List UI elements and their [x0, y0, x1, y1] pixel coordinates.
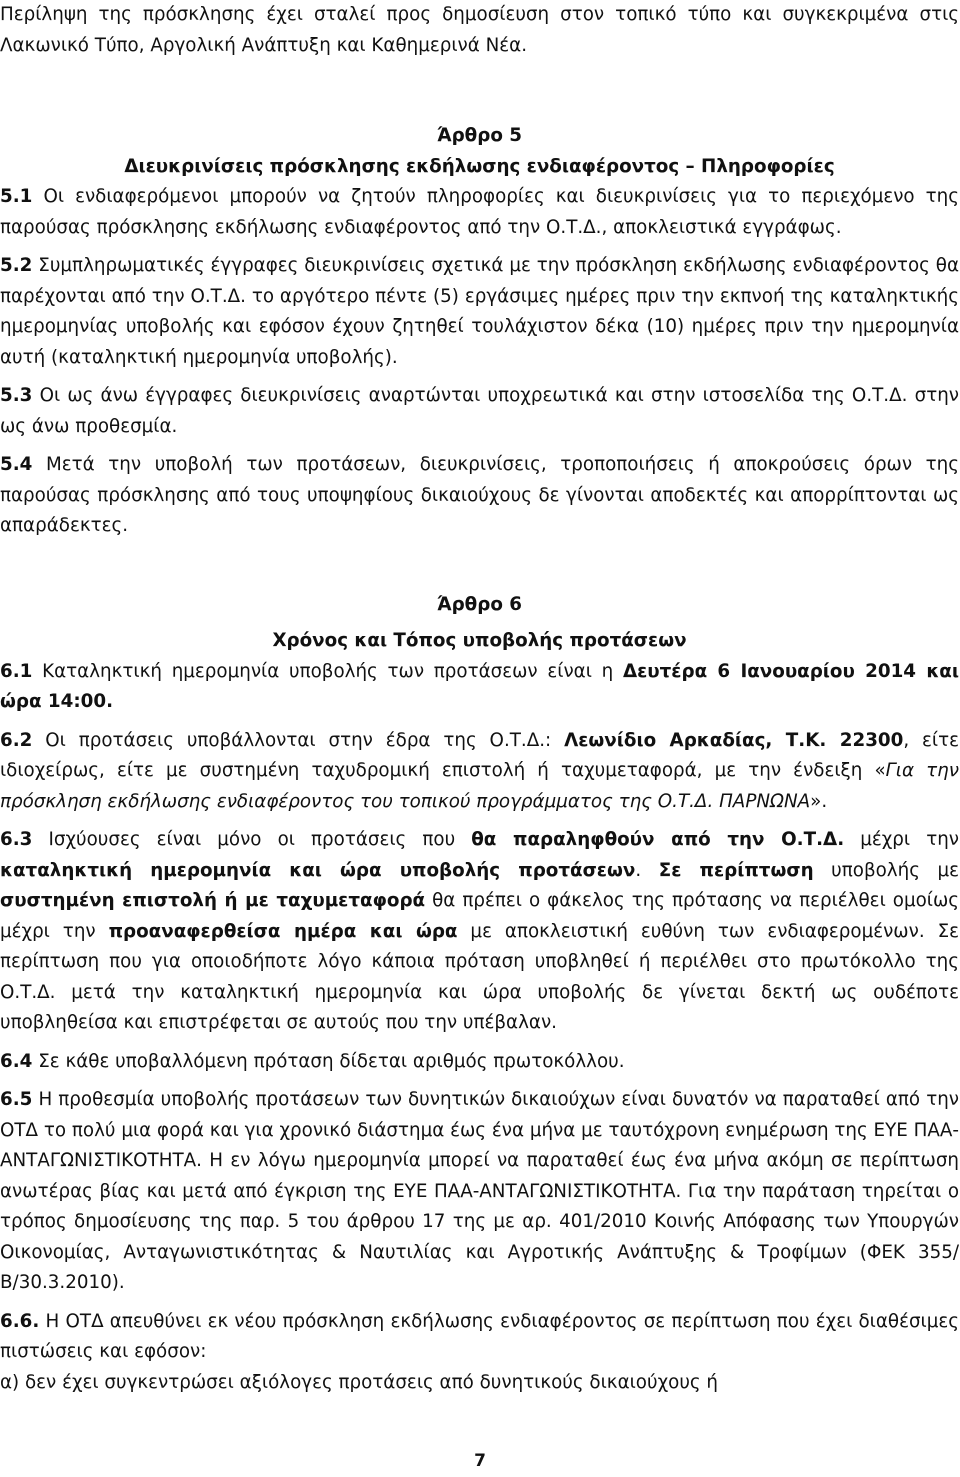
paragraph-6-2: [0, 726, 959, 818]
paragraph-number: 5.3: [0, 385, 33, 406]
paragraph-text: Καταληκτική ημερομηνία υποβολής των προτάσεων είναι η: [32, 660, 623, 682]
intro-paragraph: Περίληψη της πρόσκλησης έχει σταλεί προς δημοσίευση στον τοπικό τύπο και συγκεκριμένα στις Λακωνικό Τύπο, Αργολική Ανάπτυξη και Καθημερινά Νέα.: [0, 4, 959, 56]
paragraph-number: 6.1: [0, 660, 33, 682]
paragraph-5-2: [0, 251, 959, 373]
paragraph-5-4: [0, 450, 959, 542]
paragraph-text: Μετά την υποβολή των προτάσεων, διευκρινίσεις, τροποποιήσεις ή αποκρούσεις όρων της παρούσας πρόσκλησης από τους υποψηφίους δικαιούχους δε γίνονται αποδεκτές και απορρίπτονται ως απαράδεκτες.: [0, 454, 959, 536]
paragraph-number: 6.6.: [0, 1310, 40, 1332]
paragraph-text: μέχρι την: [844, 829, 959, 850]
deadline-date: Δευτέρα 6 Ιανουαρίου 2014 και ώρα 14:00.: [0, 660, 959, 712]
paragraph-text: θα πρέπει ο φάκελος της πρότασης να περιέλθει ομοίως μέχρι την: [0, 890, 959, 942]
paragraph-text: Ισχύουσες είναι μόνο οι προτάσεις που: [32, 829, 472, 850]
paragraph-6-4: [0, 1047, 959, 1078]
paragraph-text: Συμπληρωματικές έγγραφες διευκρινίσεις σχετικά με την πρόσκληση εκδήλωσης ενδιαφέροντος θα παρέχονται από την Ο.Τ.Δ. το αργότερο πέντε (5) εργάσιμες ημέρες πριν την εκπνοή της καταληκτικής ημερομηνίας υποβολής και εφόσον έχουν ζητηθεί τουλάχιστον δέκα (10) ημέρες πριν την ημερομηνία αυτή (καταληκτική ημερομηνία υποβολής).: [0, 255, 959, 368]
paragraph-text: Οι ενδιαφερόμενοι μπορούν να ζητούν πληροφορίες και διευκρινίσεις για το περιεχόμενο της παρούσας πρόσκλησης εκδήλωσης ενδιαφέροντος από την Ο.Τ.Δ., αποκλειστικά εγγράφως.: [0, 186, 959, 238]
emphasis-text: συστημένη επιστολή ή με ταχυμεταφορά: [0, 890, 426, 911]
paragraph-number: 6.4: [0, 1050, 33, 1072]
article-6-subtitle: Χρόνος και Τόπος υποβολής προτάσεων: [272, 630, 687, 651]
paragraph-text: ».: [810, 790, 828, 812]
paragraph-text: Οι προτάσεις υποβάλλονται στην έδρα της Ο.Τ.Δ.:: [32, 729, 565, 751]
paragraph-number: 6.3: [0, 829, 33, 850]
paragraph-number: 5.4: [0, 454, 33, 475]
paragraph-number: 5.1: [0, 186, 33, 207]
submission-address: Λεωνίδιο Αρκαδίας, Τ.Κ. 22300: [564, 729, 904, 751]
paragraph-text: Η ΟΤΔ απευθύνει εκ νέου πρόσκληση εκδήλωσης ενδιαφέροντος σε περίπτωση που έχει διαθέσιμες πιστώσεις και εφόσον:: [0, 1310, 959, 1362]
envelope-label: Για την πρόσκληση εκδήλωσης ενδιαφέροντος του τοπικού προγράμματος της Ο.Τ.Δ. ΠΑΡΝΩΝΑ: [0, 760, 959, 812]
paragraph-number: 6.5: [0, 1089, 33, 1110]
emphasis-text: Σε περίπτωση: [658, 859, 814, 881]
paragraph-6-6: [0, 1307, 959, 1368]
paragraph-text: , είτε ιδιοχείρως, είτε με συστημένη ταχυδρομική επιστολή ή ταχυμεταφορά, με την ένδειξη «: [0, 729, 960, 781]
paragraph-text: Η προθεσμία υποβολής προτάσεων των δυνητικών δικαιούχων είναι δυνατόν να παραταθεί από την ΟΤΔ το πολύ μια φορά και για χρονικό διάστημα έως ένα μήνα με ταυτόχρονη ενημέρωση της ΕΥΕ ΠΑΑ-ΑΝΤΑΓΩΝΙΣΤΙΚΟΤΗΤΑ. Η εν λόγω ημερομηνία μπορεί να παραταθεί έως ένα μήνα ακόμη σε περίπτωση ανωτέρας βίας και μετά από έγκριση της ΕΥΕ ΠΑΑ-ΑΝΤΑΓΩΝΙΣΤΙΚΟΤΗΤΑ. Για την παράταση τηρείται ο τρόπος δημοσίευσης της παρ. 5 του άρθρου 17 της με αρ. 401/2010 Κοινής Απόφασης των Υπουργών Οικονομίας, Ανταγωνιστικότητας & Ναυτιλίας και Αγροτικής Ανάπτυξης & Τροφίμων (ΦΕΚ 355/Β/30.3.2010).: [0, 1089, 959, 1293]
emphasis-text: προαναφερθείσα ημέρα και ώρα: [108, 920, 458, 942]
paragraph-number: 6.2: [0, 729, 33, 751]
page-number: 7: [474, 1451, 486, 1471]
paragraph-text: υποβολής με: [813, 859, 959, 881]
paragraph-number: 5.2: [0, 255, 33, 276]
paragraph-5-3: [0, 381, 959, 442]
article-5-subtitle: Διευκρινίσεις πρόσκλησης εκδήλωσης ενδιαφέροντος – Πληροφορίες: [124, 155, 835, 177]
paragraph-6-3: [0, 825, 959, 1039]
paragraph-6-1: [0, 657, 959, 718]
paragraph-text: με αποκλειστική ευθύνη των ενδιαφερομένων. Σε περίπτωση που για οποιοδήποτε λόγο κάποια πρόταση υποβληθεί ή περιέλθει στο πρωτόκολλο της Ο.Τ.Δ. μετά την καταληκτική ημερομηνία και ώρα υποβολής δε γίνεται δεκτή ως ουδέποτε υποβληθείσα και επιστρέφεται σε αυτούς που την υπέβαλαν.: [0, 920, 960, 1033]
emphasis-text: καταληκτική ημερομηνία και ώρα υποβολής προτάσεων: [0, 859, 636, 881]
paragraph-5-1: [0, 182, 959, 243]
paragraph-text: Οι ως άνω έγγραφες διευκρινίσεις αναρτώνται υποχρεωτικά και στην ιστοσελίδα της Ο.Τ.Δ. στην ως άνω προθεσμία.: [0, 385, 959, 437]
article-5-title: Άρθρο 5: [437, 125, 522, 146]
list-item-a: α) δεν έχει συγκεντρώσει αξιόλογες προτάσεις από δυνητικούς δικαιούχους ή: [0, 1371, 719, 1393]
emphasis-text: θα παραληφθούν από την Ο.Τ.Δ.: [471, 829, 845, 850]
paragraph-text: .: [635, 859, 659, 881]
paragraph-6-5: [0, 1085, 959, 1299]
article-6-title: Άρθρο 6: [437, 593, 522, 615]
paragraph-text: Σε κάθε υποβαλλόμενη πρόταση δίδεται αριθμός πρωτοκόλλου.: [32, 1050, 625, 1072]
